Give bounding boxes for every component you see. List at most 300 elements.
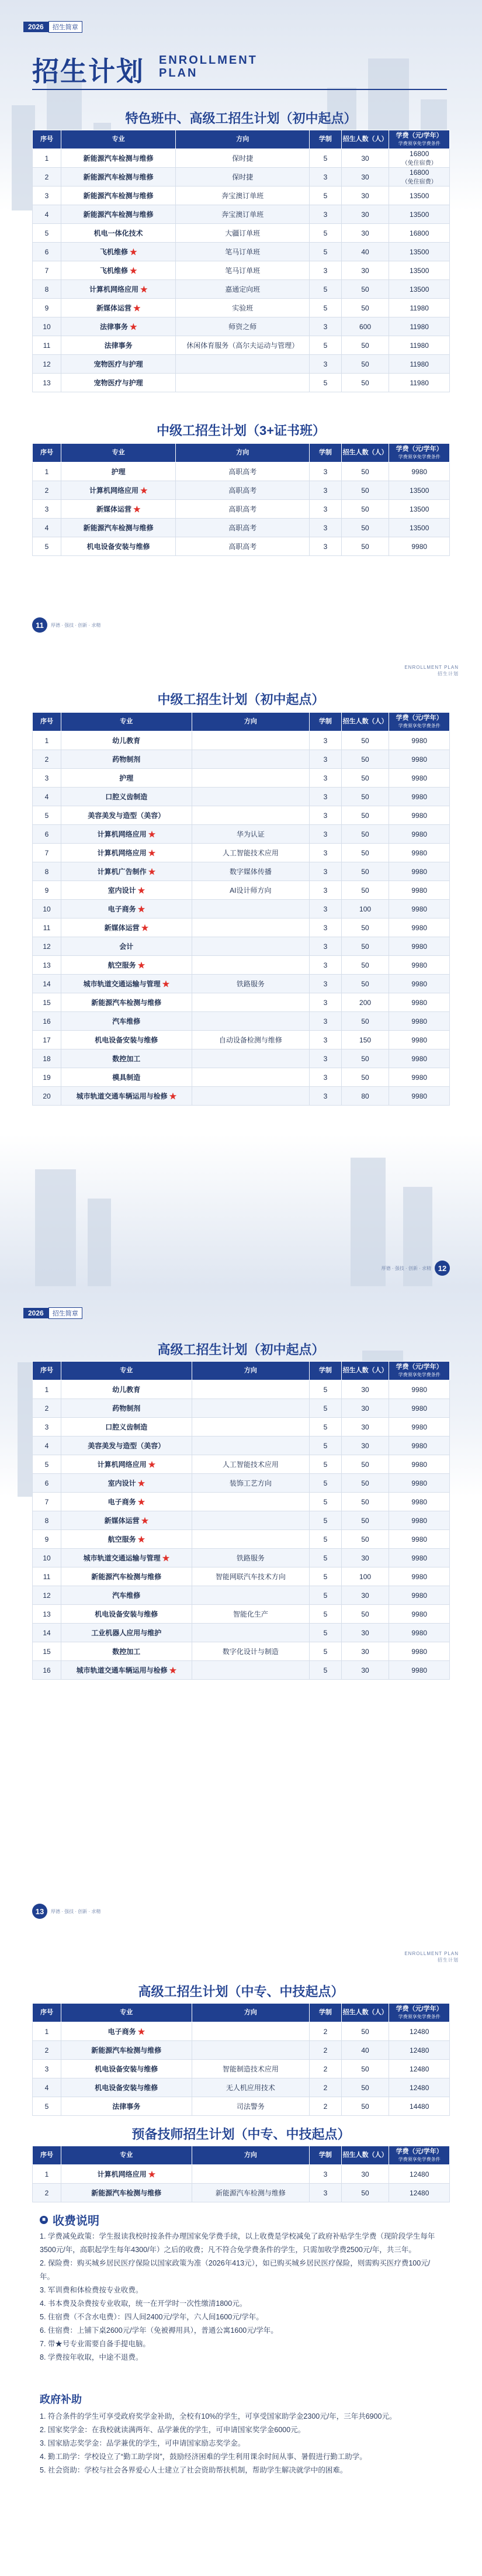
major-name: 新媒体运营: [96, 304, 131, 312]
col-years: 学制: [310, 713, 342, 731]
cell-major: [61, 537, 176, 556]
cell-direction: [192, 937, 310, 956]
footer-slogan: 厚德 · 强技 · 创新 · 求精: [381, 1265, 431, 1271]
col-quota: 招生人数（人）: [341, 2146, 389, 2165]
cell-major: [61, 500, 176, 519]
cell-no: 11: [33, 336, 61, 355]
cell-fee: 9980: [389, 1549, 450, 1567]
col-years: 学制: [310, 1362, 342, 1380]
cell-direction: 奔宝澳订单班: [176, 205, 310, 224]
cell-no: 7: [33, 261, 61, 280]
cell-no: 8: [33, 280, 61, 299]
col-fee-label: 学费（元/学年）: [396, 445, 443, 453]
cell-major: [61, 519, 176, 537]
list-item: 3. 国家励志奖学金：品学兼优的学生，可申请国家励志奖学金。: [40, 2439, 245, 2447]
cell-direction: [192, 750, 310, 769]
cell-no: 4: [33, 205, 61, 224]
title-divider: [32, 89, 447, 90]
cell-major: [61, 355, 176, 374]
cell-direction: [192, 956, 310, 975]
cell-years: 5: [310, 299, 342, 317]
table-row: [33, 862, 450, 881]
major-name: 新能源汽车检测与维修: [91, 1573, 162, 1581]
cell-fee: 9980: [389, 993, 450, 1012]
col-major: 专业: [61, 713, 192, 731]
col-no: 序号: [33, 713, 61, 731]
col-major: 专业: [61, 2004, 192, 2022]
cell-major: [61, 2097, 192, 2116]
col-years: 学制: [310, 444, 342, 462]
corner-label-en: ENROLLMENT PLAN: [404, 665, 459, 670]
major-name: 机电设备安装与维修: [86, 543, 150, 551]
star-icon: ★: [140, 486, 148, 495]
col-no: 序号: [33, 444, 61, 462]
cell-major: [61, 374, 176, 392]
table-row: [33, 261, 450, 280]
cell-major: [61, 1530, 192, 1549]
cell-fee: 11980: [389, 374, 450, 392]
major-name: 美容美发与造型（美容）: [88, 1442, 165, 1450]
star-icon: ★: [140, 285, 148, 293]
cell-major: [61, 937, 192, 956]
cell-years: 3: [310, 806, 342, 825]
table-row: [33, 1605, 450, 1624]
major-name: 电子商务: [108, 2028, 136, 2036]
cell-fee: 9980: [389, 788, 450, 806]
table-row: [33, 1455, 450, 1474]
major-name: 计算机网络应用: [97, 830, 147, 838]
page-number: 11: [32, 617, 47, 633]
col-fee: [389, 444, 450, 462]
col-fee-label: 学费（元/学年）: [396, 2147, 443, 2155]
cell-direction: [192, 1418, 310, 1437]
cell-years: 5: [310, 243, 342, 261]
cell-no: 1: [33, 462, 61, 481]
cell-direction: 高职高考: [176, 462, 310, 481]
cell-years: 2: [310, 2041, 342, 2060]
page-title-en-line2: PLAN: [159, 67, 198, 80]
cell-direction: [192, 993, 310, 1012]
cell-quota: 50: [341, 937, 389, 956]
cell-years: 3: [310, 519, 342, 537]
table-row: [33, 1661, 450, 1680]
cell-quota: 50: [341, 2060, 389, 2078]
cell-years: 5: [310, 1530, 342, 1549]
cell-no: 2: [33, 481, 61, 500]
star-icon: ★: [130, 248, 137, 256]
cell-major: [61, 788, 192, 806]
cell-direction: AI设计师方向: [192, 881, 310, 900]
cell-no: 2: [33, 750, 61, 769]
page-4: [0, 1929, 482, 2576]
cell-major: [61, 975, 192, 993]
cell-fee: 12480: [389, 2060, 450, 2078]
star-icon: ★: [137, 1498, 145, 1506]
corner-label: [404, 1950, 459, 1963]
col-fee: [389, 1362, 450, 1380]
major-name: 计算机网络应用: [89, 285, 138, 293]
table-row: [33, 1624, 450, 1642]
cell-fee: 9980: [389, 1567, 450, 1586]
cell-years: 2: [310, 2097, 342, 2116]
cell-direction: 数字媒体传播: [192, 862, 310, 881]
major-name: 数控加工: [112, 1055, 141, 1063]
cell-years: 5: [310, 1586, 342, 1605]
cell-direction: 铁路服务: [192, 1549, 310, 1567]
major-name: 新能源汽车检测与维修: [83, 524, 154, 532]
cell-no: 15: [33, 993, 61, 1012]
col-fee-note: 学费须享免学费条件: [398, 2014, 441, 2019]
table-row: [33, 336, 450, 355]
cell-years: 3: [310, 537, 342, 556]
cell-years: 3: [310, 975, 342, 993]
cell-fee: 9980: [389, 462, 450, 481]
page-3: [0, 1286, 482, 1929]
star-icon: ★: [162, 980, 169, 988]
cell-years: 5: [310, 187, 342, 205]
cell-fee: 9980: [389, 769, 450, 788]
list-item: 4. 书本费及杂费按专业收取，统一在开学时一次性缴清1800元。: [40, 2299, 247, 2308]
cell-no: 4: [33, 519, 61, 537]
cell-major: [61, 1380, 192, 1399]
cell-direction: 高职高考: [176, 481, 310, 500]
cell-direction: [176, 374, 310, 392]
major-name: 城市轨道交通车辆运用与检修: [76, 1092, 168, 1100]
major-name: 汽车维修: [112, 1017, 141, 1025]
cell-quota: 50: [341, 1493, 389, 1511]
cell-quota: 50: [341, 881, 389, 900]
cell-quota: 40: [341, 2041, 389, 2060]
table-row: [33, 2060, 450, 2078]
major-name: 口腔义齿制造: [105, 1423, 148, 1431]
cell-years: 5: [310, 1437, 342, 1455]
table-row: [33, 750, 450, 769]
cell-no: 1: [33, 731, 61, 750]
page-footer-12: [378, 1261, 450, 1276]
col-fee-note: 学费须享免学费条件: [398, 1372, 441, 1377]
cell-major: [61, 956, 192, 975]
cell-years: 3: [310, 769, 342, 788]
star-icon: ★: [137, 1535, 145, 1543]
cell-quota: 50: [341, 374, 389, 392]
table-row: [33, 900, 450, 918]
cell-direction: 实验班: [176, 299, 310, 317]
cell-years: 3: [310, 500, 342, 519]
cell-direction: 智能制造技术应用: [192, 2060, 310, 2078]
cell-no: 14: [33, 975, 61, 993]
cell-fee: 13500: [389, 205, 450, 224]
table2: [32, 443, 450, 556]
col-fee: [389, 130, 450, 149]
cell-quota: 50: [341, 481, 389, 500]
fee-value: 16800: [410, 150, 429, 158]
cell-fee: 12480: [389, 2165, 450, 2184]
table3: [32, 712, 450, 1106]
cell-direction: [192, 806, 310, 825]
table-row: [33, 537, 450, 556]
corner-label-cn: 招生计划: [438, 1957, 459, 1963]
cell-years: 5: [310, 1661, 342, 1680]
table-row: [33, 918, 450, 937]
cell-major: [61, 1418, 192, 1437]
cell-quota: 50: [341, 500, 389, 519]
cell-major: [61, 1567, 192, 1586]
cell-years: 3: [310, 462, 342, 481]
col-fee-label: 学费（元/学年）: [396, 1363, 443, 1370]
table5: [32, 2003, 450, 2116]
cell-major: [61, 1511, 192, 1530]
cell-quota: 50: [341, 280, 389, 299]
cell-fee: 12480: [389, 2041, 450, 2060]
col-fee-label: 学费（元/学年）: [396, 132, 443, 139]
page-2: [0, 643, 482, 1286]
col-major: 专业: [61, 1362, 192, 1380]
year-tag: 2026: [23, 1308, 48, 1318]
cell-fee: 9980: [389, 1380, 450, 1399]
cell-no: 4: [33, 1437, 61, 1455]
cell-direction: 装饰工艺方向: [192, 1474, 310, 1493]
major-name: 幼儿教育: [112, 737, 141, 745]
table-row: [33, 1399, 450, 1418]
table-row: [33, 2078, 450, 2097]
major-name: 工业机器人应用与维护: [91, 1629, 162, 1637]
cell-quota: 30: [341, 224, 389, 243]
cell-fee: 9980: [389, 537, 450, 556]
cell-major: [61, 1455, 192, 1474]
cell-years: 3: [310, 825, 342, 844]
list-item: 1. 符合条件的学生可享受政府奖学金补助，全校有10%的学生，可享受国家助学金2300元/年，三年共6900元。: [40, 2412, 397, 2420]
cell-quota: 50: [341, 1530, 389, 1549]
cell-fee: 14480: [389, 2097, 450, 2116]
major-name: 宠物医疗与护理: [93, 360, 143, 368]
cell-quota: 30: [341, 261, 389, 280]
page-title-en: [159, 54, 258, 80]
year-tag: 2026: [23, 22, 48, 32]
table-row: [33, 1418, 450, 1437]
cell-major: [61, 750, 192, 769]
page-number: 12: [435, 1261, 450, 1276]
cell-fee: 13500: [389, 187, 450, 205]
star-icon: ★: [162, 1554, 169, 1562]
cell-years: 3: [310, 1087, 342, 1106]
cell-major: [61, 317, 176, 336]
col-fee-label: 学费（元/学年）: [396, 2005, 443, 2012]
table6: [32, 2146, 450, 2202]
cell-no: 13: [33, 1605, 61, 1624]
major-name: 飞机维修: [99, 267, 128, 275]
cell-direction: 无人机应用技术: [192, 2078, 310, 2097]
cell-fee: 9980: [389, 1511, 450, 1530]
cell-direction: [192, 1586, 310, 1605]
table-row: [33, 205, 450, 224]
major-name: 数控加工: [112, 1648, 141, 1656]
major-name: 新媒体运营: [104, 924, 140, 932]
cell-no: 6: [33, 825, 61, 844]
cell-years: 5: [310, 1624, 342, 1642]
cell-years: 5: [310, 1567, 342, 1586]
cell-major: [61, 1399, 192, 1418]
cell-years: 5: [310, 1380, 342, 1399]
cell-quota: 50: [341, 2184, 389, 2202]
cell-no: 17: [33, 1031, 61, 1049]
cell-direction: 数字化设计与制造: [192, 1642, 310, 1661]
star-icon: ★: [133, 505, 141, 513]
cell-no: 15: [33, 1642, 61, 1661]
cell-no: 4: [33, 2078, 61, 2097]
cell-major: [61, 1437, 192, 1455]
cell-direction: [192, 1399, 310, 1418]
cell-direction: [192, 1661, 310, 1680]
cell-no: 5: [33, 806, 61, 825]
fees-list: [40, 2230, 443, 2364]
col-direction: 方向: [192, 2146, 310, 2165]
cell-quota: 50: [341, 2078, 389, 2097]
cell-quota: 30: [341, 1624, 389, 1642]
major-name: 法律事务: [104, 341, 133, 350]
list-item: 8. 学费按年收取，中途不退费。: [40, 2353, 143, 2361]
cell-major: [61, 844, 192, 862]
major-name: 汽车维修: [112, 1591, 141, 1600]
table-row: [33, 2022, 450, 2041]
cell-years: 2: [310, 2022, 342, 2041]
cell-years: 5: [310, 1474, 342, 1493]
cell-no: 3: [33, 769, 61, 788]
cell-fee: 9980: [389, 1049, 450, 1068]
star-icon: ★: [137, 961, 145, 969]
major-name: 药物制剂: [112, 755, 141, 764]
cell-major: [61, 825, 192, 844]
cell-quota: 80: [341, 1087, 389, 1106]
cell-major: [61, 224, 176, 243]
table-row: [33, 1549, 450, 1567]
cell-fee: 13500: [389, 519, 450, 537]
col-fee-note: 学费须享免学费条件: [398, 140, 441, 146]
cell-major: [61, 280, 176, 299]
page-footer-11: [32, 617, 104, 633]
table-row: [33, 1586, 450, 1605]
cell-quota: 600: [341, 317, 389, 336]
cell-direction: 笔马订单班: [176, 261, 310, 280]
list-item: 3. 军训费和体检费按专业收费。: [40, 2286, 143, 2294]
cell-major: [61, 2184, 192, 2202]
cell-no: 3: [33, 2060, 61, 2078]
footer-slogan: 厚德 · 强技 · 创新 · 求精: [51, 622, 101, 628]
table6-title: 预备技师招生计划（中专、中技起点）: [131, 2127, 351, 2142]
cell-years: 3: [310, 918, 342, 937]
cell-fee: [389, 168, 450, 187]
cell-quota: 50: [341, 1455, 389, 1474]
table-row: [33, 299, 450, 317]
cell-no: 11: [33, 918, 61, 937]
cell-years: 3: [310, 731, 342, 750]
cell-years: 3: [310, 937, 342, 956]
cell-years: 5: [310, 149, 342, 168]
star-icon: ★: [137, 1479, 145, 1487]
cell-major: [61, 1549, 192, 1567]
major-name: 新能源汽车检测与维修: [83, 210, 154, 219]
major-name: 城市轨道交通车辆运用与检修: [76, 1666, 168, 1674]
star-icon: ★: [148, 868, 155, 876]
cell-direction: [192, 1012, 310, 1031]
cell-years: 5: [310, 224, 342, 243]
table1: [32, 130, 450, 392]
cell-no: 5: [33, 224, 61, 243]
table-row: [33, 731, 450, 750]
cell-direction: 大疆订单班: [176, 224, 310, 243]
table-row: [33, 1530, 450, 1549]
col-major: 专业: [61, 2146, 192, 2165]
cell-no: 11: [33, 1567, 61, 1586]
cell-years: 3: [310, 2184, 342, 2202]
cell-years: 3: [310, 956, 342, 975]
cell-fee: 9980: [389, 900, 450, 918]
cell-quota: 50: [341, 731, 389, 750]
table-row: [33, 374, 450, 392]
cell-major: [61, 2165, 192, 2184]
major-name: 室内设计: [108, 1479, 136, 1487]
cell-quota: 50: [341, 1068, 389, 1087]
cell-quota: 30: [341, 1437, 389, 1455]
cell-quota: 30: [341, 168, 389, 187]
cell-years: 3: [310, 1049, 342, 1068]
cell-no: 1: [33, 149, 61, 168]
footer-slogan: 厚德 · 强技 · 创新 · 求精: [51, 1908, 101, 1914]
cell-quota: 30: [341, 187, 389, 205]
major-name: 机电设备安装与维修: [95, 1610, 158, 1618]
cell-quota: 30: [341, 149, 389, 168]
cell-years: 5: [310, 1605, 342, 1624]
cell-no: 2: [33, 168, 61, 187]
table-row: [33, 1012, 450, 1031]
cell-quota: 50: [341, 806, 389, 825]
cell-major: [61, 918, 192, 937]
col-no: 序号: [33, 1362, 61, 1380]
major-name: 口腔义齿制造: [105, 793, 148, 801]
table-row: [33, 1087, 450, 1106]
table-row: [33, 1567, 450, 1586]
cell-fee: 9980: [389, 1642, 450, 1661]
cell-quota: 30: [341, 1642, 389, 1661]
table-row: [33, 881, 450, 900]
cell-direction: 人工智能技术应用: [192, 1455, 310, 1474]
col-fee-note: 学费须享免学费条件: [398, 454, 441, 460]
cell-fee: 9980: [389, 1399, 450, 1418]
cell-quota: 50: [341, 299, 389, 317]
cell-fee: 9980: [389, 1418, 450, 1437]
cell-fee: 9980: [389, 1012, 450, 1031]
table-row: [33, 788, 450, 806]
cell-years: 5: [310, 1418, 342, 1437]
cell-no: 9: [33, 881, 61, 900]
corner-label: [404, 664, 459, 677]
table-row: [33, 1474, 450, 1493]
cell-fee: 11980: [389, 355, 450, 374]
cell-years: 5: [310, 1455, 342, 1474]
cell-direction: 高职高考: [176, 519, 310, 537]
cell-no: 3: [33, 500, 61, 519]
col-fee: [389, 2146, 450, 2165]
col-direction: 方向: [176, 130, 310, 149]
cell-quota: 100: [341, 900, 389, 918]
subsidy-title: 政府补助: [40, 2394, 82, 2405]
cell-direction: 休闲体育服务（高尔夫运动与管理）: [176, 336, 310, 355]
fee-value: 16800: [410, 168, 429, 177]
page-title: 招生计划: [32, 56, 144, 87]
cell-fee: [389, 149, 450, 168]
cell-no: 6: [33, 243, 61, 261]
major-name: 室内设计: [108, 886, 136, 895]
cell-major: [61, 1642, 192, 1661]
